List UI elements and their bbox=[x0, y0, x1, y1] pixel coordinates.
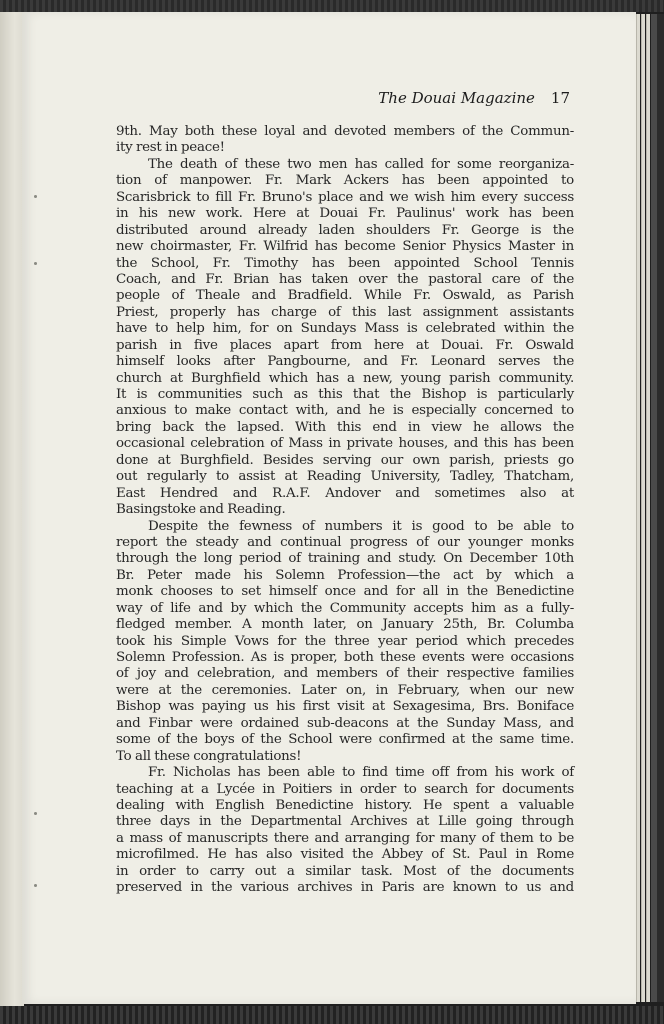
binding-hole-mark bbox=[34, 884, 37, 887]
text-line: people of Theale and Bradfield. While Fr. Oswald, as Parish bbox=[116, 288, 574, 304]
text-line: a mass of manuscripts there and arranging for many of them to be bbox=[116, 830, 574, 846]
running-header bbox=[378, 89, 570, 107]
text-line: done at Burghfield. Besides serving our own parish, priests go bbox=[116, 452, 574, 468]
scanner-bottom-edge bbox=[0, 1006, 664, 1024]
page-edge bbox=[641, 14, 645, 1002]
text-line: The death of these two men has called for some reorganiza- bbox=[148, 156, 574, 172]
page-edge bbox=[636, 14, 640, 1002]
binding-hole-mark bbox=[34, 262, 37, 265]
text-line: bring back the lapsed. With this end in view he allows the bbox=[116, 419, 574, 435]
book-cover-edge bbox=[657, 14, 664, 1002]
text-line: dealing with English Benedictine history. He spent a valuable bbox=[116, 797, 574, 813]
magazine-title: The Douai Magazine bbox=[378, 89, 535, 107]
text-line: report the steady and continual progress of our younger monks bbox=[116, 534, 574, 550]
text-line: and Finbar were ordained sub-deacons at the Sunday Mass, and bbox=[116, 715, 574, 731]
text-line: through the long period of training and study. On December 10th bbox=[116, 551, 574, 567]
text-line: himself looks after Pangbourne, and Fr. Leonard serves the bbox=[116, 354, 574, 370]
text-line: fledged member. A month later, on January 25th, Br. Columba bbox=[116, 617, 574, 633]
text-line: some of the boys of the School were confirmed at the same time. bbox=[116, 732, 574, 748]
text-line: church at Burghfield which has a new, young parish community. bbox=[116, 370, 574, 386]
text-line: Priest, properly has charge of this last assignment assistants bbox=[116, 304, 574, 320]
text-line: teaching at a Lycée in Poitiers in order to search for documents bbox=[116, 781, 574, 797]
text-line: way of life and by which the Community accepts him as a fully- bbox=[116, 600, 574, 616]
text-line: It is communities such as this that the Bishop is particularly bbox=[116, 387, 574, 402]
text-line: microfilmed. He has also visited the Abbey of St. Paul in Rome bbox=[116, 847, 574, 863]
text-line: were at the ceremonies. Later on, in February, when our new bbox=[116, 682, 574, 698]
text-line: Bishop was paying us his first visit at Sexagesima, Brs. Boniface bbox=[116, 699, 574, 715]
text-line: parish in five places apart from here at Douai. Fr. Oswald bbox=[116, 337, 574, 353]
text-line: preserved in the various archives in Paris are known to us and bbox=[116, 880, 574, 896]
binding-hole-mark bbox=[34, 195, 37, 198]
page-edge bbox=[646, 14, 650, 1002]
text-line: occasional celebration of Mass in private houses, and this has been bbox=[116, 436, 574, 452]
text-line: three days in the Departmental Archives at Lille going through bbox=[116, 814, 574, 830]
text-line: out regularly to assist at Reading University, Tadley, Thatcham, bbox=[116, 469, 574, 485]
text-line: in his new work. Here at Douai Fr. Paulinus' work has been bbox=[116, 206, 574, 222]
text-line: Br. Peter made his Solemn Profession—the act by which a bbox=[116, 567, 574, 583]
text-line: Scarisbrick to fill Fr. Bruno's place and we wish him every success bbox=[116, 189, 574, 205]
text-line: Basingstoke and Reading. bbox=[116, 502, 286, 518]
article-body bbox=[116, 124, 574, 897]
text-line: Solemn Profession. As is proper, both these events were occasions bbox=[116, 650, 574, 665]
text-line: East Hendred and R.A.F. Andover and sometimes also at bbox=[116, 485, 574, 501]
text-line: To all these congratulations! bbox=[116, 748, 302, 764]
text-line: tion of manpower. Fr. Mark Ackers has been appointed to bbox=[116, 173, 574, 189]
scanner-top-edge bbox=[0, 0, 664, 12]
text-line: Coach, and Fr. Brian has taken over the pastoral care of the bbox=[116, 271, 574, 287]
text-line: of joy and celebration, and members of their respective families bbox=[116, 666, 574, 682]
book-binding bbox=[0, 12, 24, 1006]
text-line: new choirmaster, Fr. Wilfrid has become Senior Physics Master in bbox=[116, 239, 574, 255]
text-line: the School, Fr. Timothy has been appointed School Tennis bbox=[116, 255, 574, 271]
text-line: distributed around already laden shoulders Fr. George is the bbox=[116, 222, 574, 238]
text-line: have to help him, for on Sundays Mass is celebrated within the bbox=[116, 321, 574, 337]
text-line: monk chooses to set himself once and for all in the Benedictine bbox=[116, 584, 574, 600]
text-line: Despite the fewness of numbers it is good to be able to bbox=[148, 518, 574, 534]
text-line: anxious to make contact with, and he is especially concerned to bbox=[116, 403, 574, 419]
text-line: took his Simple Vows for the three year period which precedes bbox=[116, 633, 574, 649]
text-line: Fr. Nicholas has been able to find time off from his work of bbox=[148, 765, 574, 781]
text-line: in order to carry out a similar task. Most of the documents bbox=[116, 863, 574, 879]
text-line: ity rest in peace! bbox=[116, 140, 225, 156]
text-line: 9th. May both these loyal and devoted members of the Commun- bbox=[116, 124, 574, 139]
page-number: 17 bbox=[550, 89, 570, 107]
binding-hole-mark bbox=[34, 812, 37, 815]
